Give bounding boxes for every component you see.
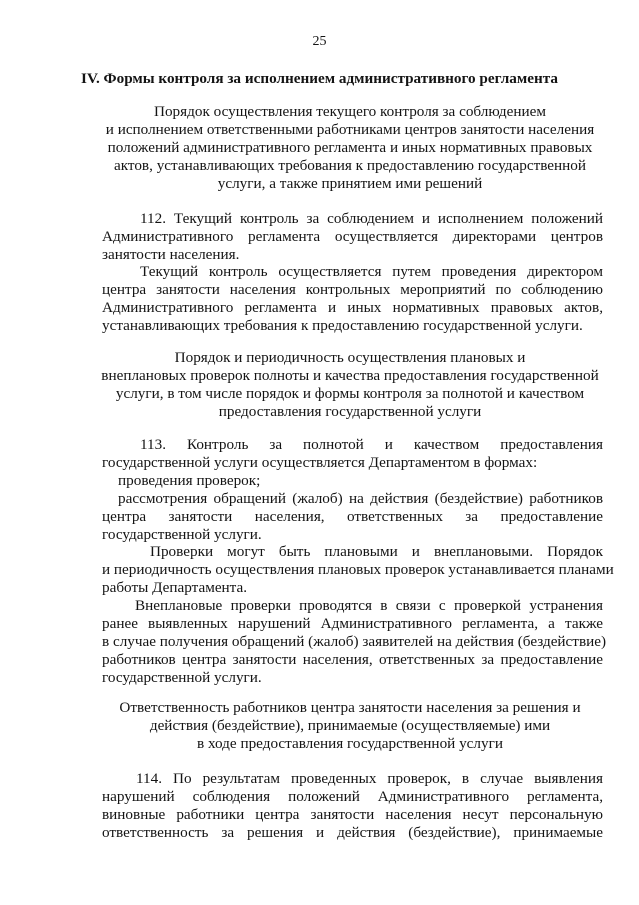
subheading-line: Порядок осуществления текущего контроля за соблюдением [153,103,547,120]
subheading-line: Порядок и периодичность осуществления плановых и [174,349,526,366]
text-line: Внеплановые проверки проводятся в связи с проверкой устранения [135,597,603,614]
text-line: 112. Текущий контроль за соблюдением и исполнением положений [140,210,603,227]
text-line: Административного регламента и иных нормативных правовых актов, [102,299,603,316]
text-line: ответственность за решения и действия (бездействие), принимаемые [102,824,603,841]
subheading-line: предоставления государственной услуги [218,403,482,420]
text-line: виновные работники центра занятости населения несут персональную [102,806,603,823]
page-number: 25 [312,34,327,49]
text-line: государственной услуги осуществляется Департаментом в формах: [102,454,538,471]
subheading-line: положений административного регламента и иных нормативных правовых [107,139,593,156]
text-line: Административного регламента осуществляется директорами центров [102,228,603,245]
section-title: IV. Формы контроля за исполнением административного регламента [81,70,558,87]
text-line: центра занятости населения, ответственных за предоставление [102,508,603,525]
subheading-line: и исполнением ответственными работниками центров занятости населения [105,121,595,138]
list-item: проведения проверок; [118,472,261,489]
text-line: Текущий контроль осуществляется путем проведения директором [140,263,603,280]
text-line: государственной услуги. [102,526,262,543]
subheading-line: внеплановых проверок полноты и качества предоставления государственной [101,367,599,384]
text-line: работы Департамента. [102,579,248,596]
subheading-line: услуги, а также принятием ими решений [217,175,483,192]
subheading-line: Ответственность работников центра занятости населения за решения и [119,699,581,716]
text-line: нарушений соблюдения положений Административного регламента, [102,788,603,805]
text-line: центра занятости населения контрольных мероприятий по соблюдению [102,281,603,298]
text-line: работников центра занятости населения, ответственных за предоставление [102,651,603,668]
subheading-line: в ходе предоставления государственной услуги [197,735,503,752]
text-line: занятости населения. [102,246,240,263]
text-line: ранее выявленных нарушений Административного регламента, а также [102,615,603,632]
text-line: в случае получения обращений (жалоб) заявителей на действия (бездействие) [102,633,607,650]
list-item: рассмотрения обращений (жалоб) на действия (бездействие) работников [118,490,603,507]
subheading-line: действия (бездействие), принимаемые (осуществляемые) ими [149,717,551,734]
text-line: Проверки могут быть плановыми и внеплановыми. Порядок [150,543,603,560]
subheading-line: услуги, в том числе порядок и формы контроля за полнотой и качеством [115,385,585,402]
text-line: 114. По результатам проведенных проверок, в случае выявления [136,770,603,787]
subheading-line: актов, устанавливающих требования к предоставлению государственной [113,157,587,174]
text-line: устанавливающих требования к предоставлению государственной услуги. [102,317,583,334]
text-line: и периодичность осуществления плановых проверок устанавливается планами [102,561,614,578]
text-line: государственной услуги. [102,669,262,686]
text-line: 113. Контроль за полнотой и качеством предоставления [140,436,603,453]
